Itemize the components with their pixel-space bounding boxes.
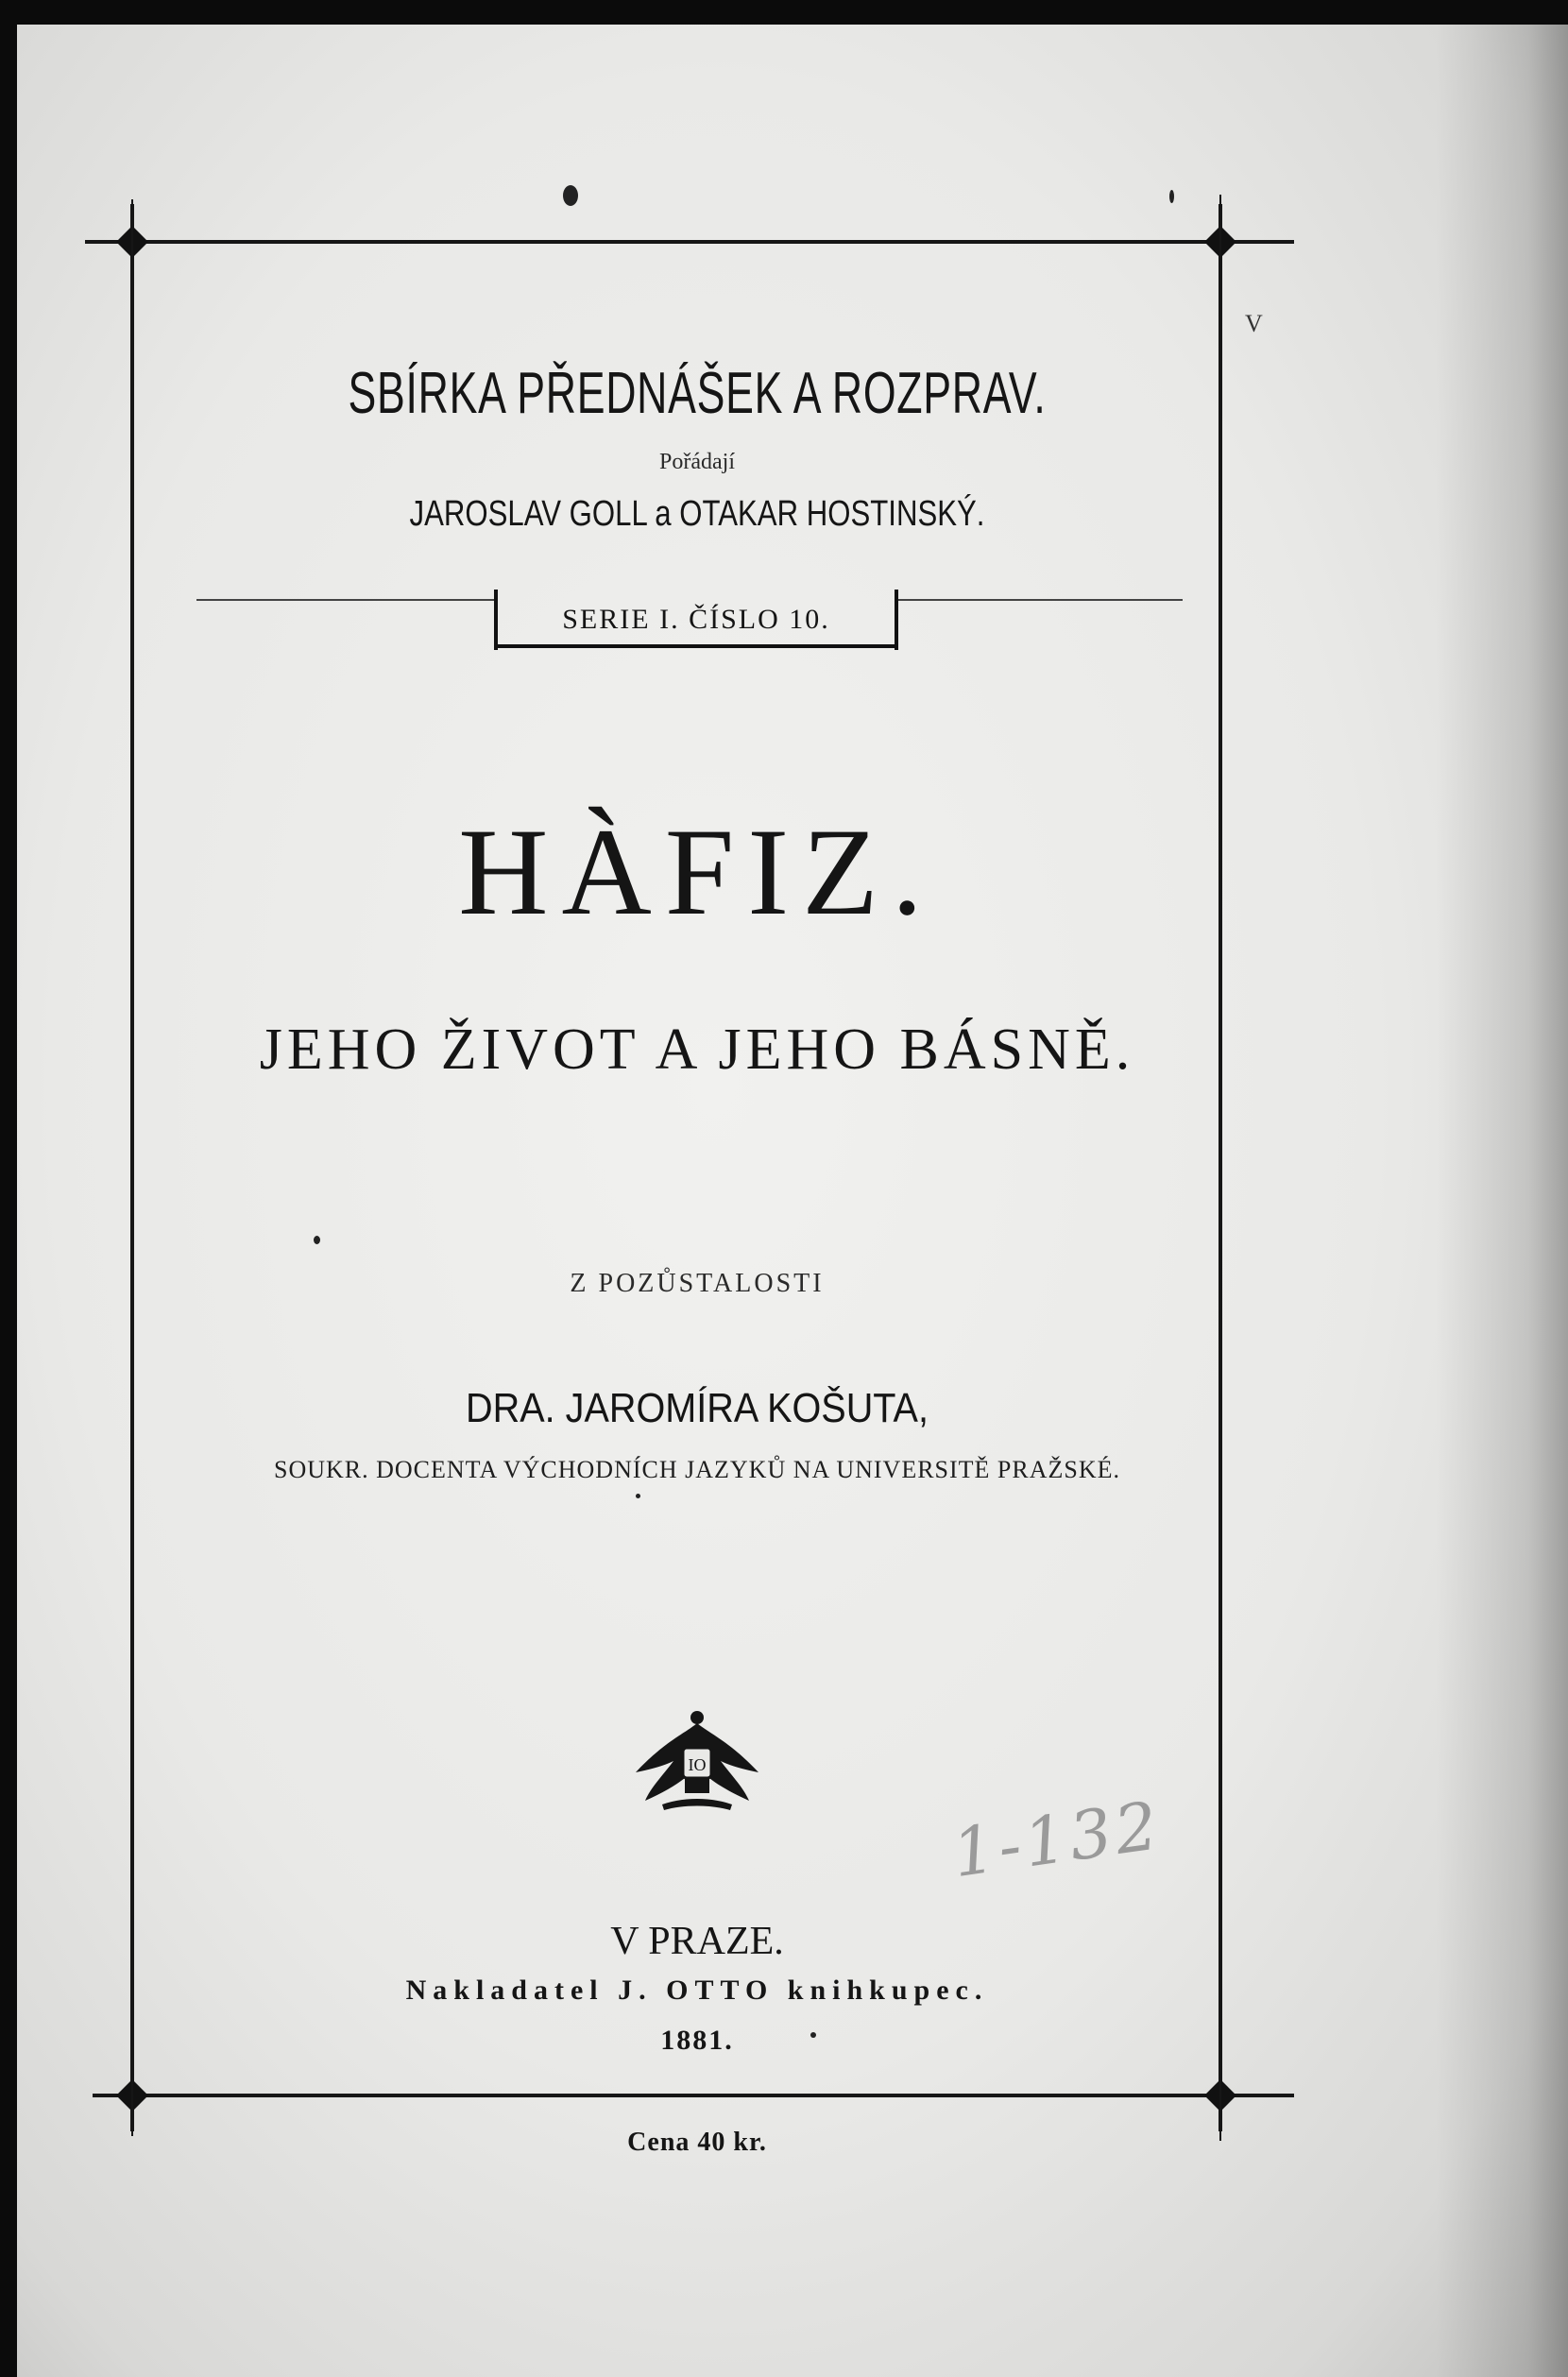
frame-right-rule: [1219, 204, 1222, 2131]
imprint-year: 1881.: [660, 2025, 734, 2056]
edge-mark: V: [1245, 310, 1263, 337]
editors: JAROSLAV GOLL a OTAKAR HOSTINSKÝ.: [409, 494, 985, 534]
author-title: SOUKR. DOCENTA VÝCHODNÍCH JAZYKŮ NA UNIVERSITĚ PRAŽSKÉ.: [273, 1456, 1121, 1483]
corner-tick: [131, 2061, 133, 2136]
editors-label: Pořádají: [659, 450, 735, 474]
handwritten-pencil-note: 1-132: [947, 1786, 1167, 1893]
corner-tick: [1219, 195, 1221, 299]
ink-speck: [1169, 190, 1174, 203]
eagle-emblem-icon: [617, 1706, 777, 1820]
series-title: SBÍRKA PŘEDNÁŠEK A ROZPRAV.: [348, 361, 1047, 426]
author-name: DRA. JAROMÍRA KOŠUTA,: [466, 1385, 929, 1431]
imprint-publisher: Nakladatel J. OTTO knihkupec.: [405, 1975, 989, 2006]
svg-text:IO: IO: [688, 1755, 707, 1774]
corner-tick: [131, 199, 133, 294]
frame-left-rule: [130, 204, 134, 2131]
price: Cena 40 kr.: [627, 2128, 767, 2157]
frame-top-rule: [85, 240, 1294, 244]
series-rule-right: [895, 599, 1183, 601]
frame-bottom-rule: [93, 2094, 1294, 2097]
title-page: [17, 25, 1568, 2377]
imprint-place: V PRAZE.: [610, 1920, 784, 1963]
ink-speck: [636, 1494, 640, 1498]
ink-speck: [810, 2032, 816, 2038]
book-title: HÀFIZ.: [458, 802, 936, 941]
ink-speck: [563, 185, 578, 206]
series-rule-left: [196, 599, 494, 601]
series-number: SERIE I. ČÍSLO 10.: [494, 590, 898, 650]
ink-speck: [314, 1236, 320, 1244]
book-subtitle: JEHO ŽIVOT A JEHO BÁSNĚ.: [259, 1017, 1135, 1082]
estate-line: Z POZŮSTALOSTI: [570, 1269, 825, 1298]
